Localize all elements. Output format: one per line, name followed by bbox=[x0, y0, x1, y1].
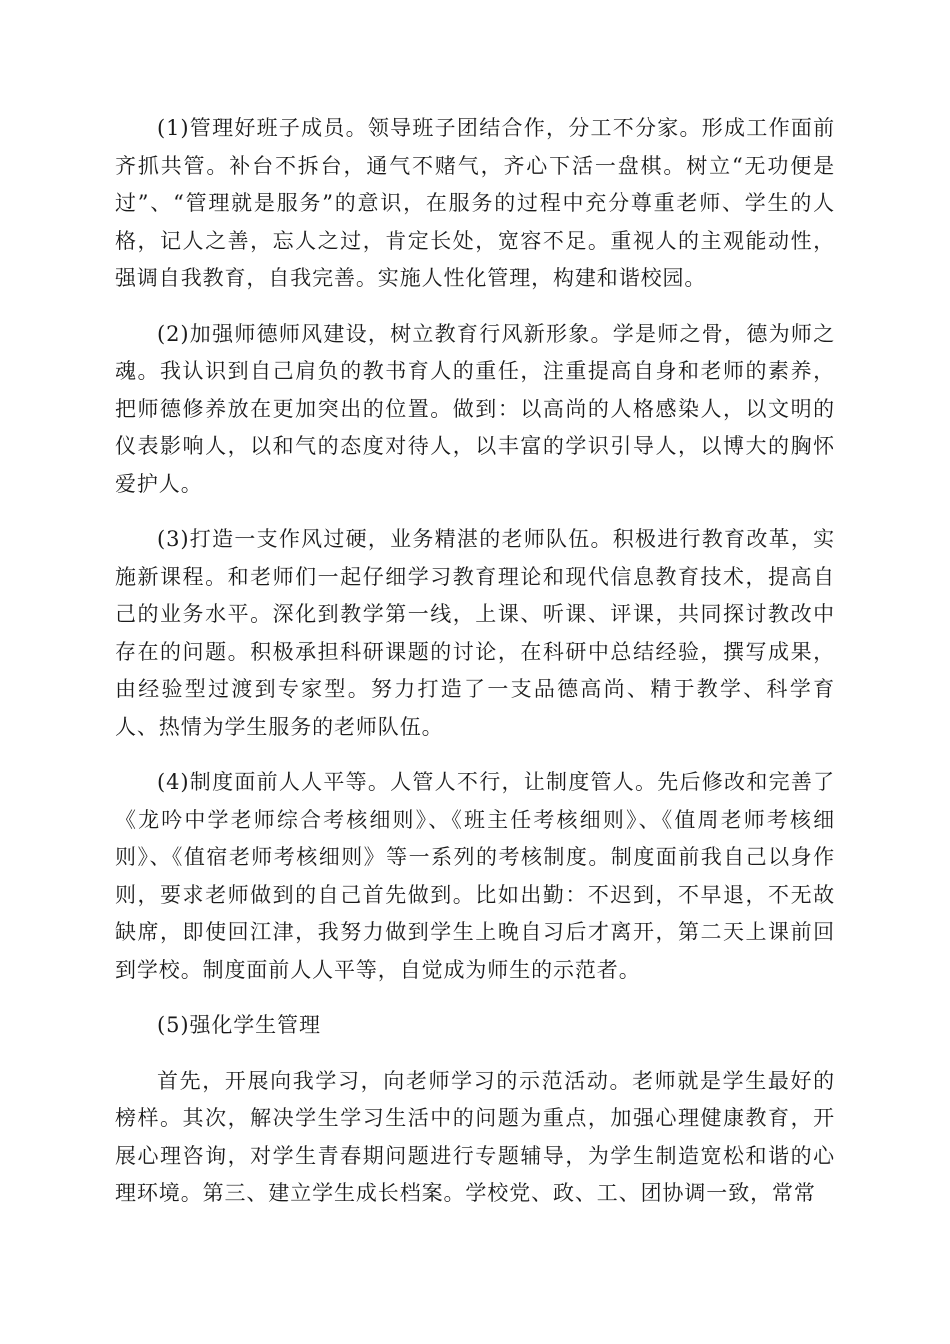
paragraph-4-rules-equality: (4)制度面前人人平等。人管人不行，让制度管人。先后修改和完善了《龙吟中学老师综合考核细则》、《班主任考核细则》、《值周老师考核细则》、《值宿老师考核细则》等一系列的考核制度。制度面前我自己以身作则，要求老师做到的自己首先做到。比如出勤：不迟到，不早退，不无故缺席，即使回江津，我努力做到学生上晚自习后才离开，第二天上课前回到学校。制度面前人人平等，自觉成为师生的示范者。 bbox=[115, 770, 835, 982]
paragraph-3-teacher-team: (3)打造一支作风过硬，业务精湛的老师队伍。积极进行教育改革，实施新课程。和老师们一起仔细学习教育理论和现代信息教育技术，提高自己的业务水平。深化到教学第一线，上课、听课、评课，共同探讨教改中存在的问题。积极承担科研课题的讨论，在科研中总结经验，撰写成果，由经验型过渡到专家型。努力打造了一支品德高尚、精于教学、科学育人、热情为学生服务的老师队伍。 bbox=[115, 527, 835, 739]
document-page bbox=[115, 110, 835, 1231]
paragraph-1-team-management: (1)管理好班子成员。领导班子团结合作，分工不分家。形成工作面前齐抓共管。补台不拆台，通气不赌气，齐心下活一盘棋。树立“无功便是过”、“管理就是服务”的意识，在服务的过程中充分尊重老师、学生的人格，记人之善，忘人之过，肯定长处，宽容不足。重视人的主观能动性，强调自我教育，自我完善。实施人性化管理，构建和谐校园。 bbox=[115, 116, 835, 290]
paragraph-6-student-management: 首先，开展向我学习，向老师学习的示范活动。老师就是学生最好的榜样。其次，解决学生学习生活中的问题为重点，加强心理健康教育，开展心理咨询，对学生青春期问题进行专题辅导，为学生制造宽松和谐的心理环境。第三、建立学生成长档案。学校党、政、工、团协调一致，常常 bbox=[115, 1068, 835, 1205]
paragraph-5-heading-student-management: (5)强化学生管理 bbox=[157, 1013, 321, 1037]
paragraph-2-teacher-ethics: (2)加强师德师风建设，树立教育行风新形象。学是师之骨，德为师之魂。我认识到自己肩负的教书育人的重任，注重提高自身和老师的素养，把师德修养放在更加突出的位置。做到：以高尚的人格感染人，以文明的仪表影响人，以和气的态度对待人，以丰富的学识引导人，以博大的胸怀爱护人。 bbox=[115, 321, 835, 496]
